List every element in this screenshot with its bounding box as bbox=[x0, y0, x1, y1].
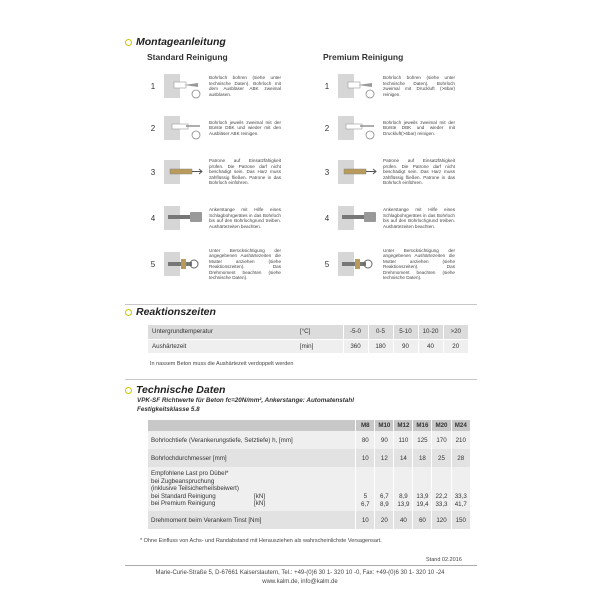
step-number: 2 bbox=[324, 123, 330, 133]
cell: 20 bbox=[443, 339, 468, 353]
reaktion-table bbox=[148, 325, 468, 354]
section-title-technisch bbox=[125, 384, 225, 396]
cell: 20 bbox=[375, 511, 394, 529]
premium-step-4 bbox=[322, 202, 455, 234]
step-text: Ankerstange mit Hilfe eines Schlagbohrgerätes in das Bohrloch bis auf den Bohrlochgrund treiben. Aushärtezeiten beachten. bbox=[383, 207, 455, 229]
cell: 22,2 bbox=[435, 493, 448, 500]
cell: 170 bbox=[432, 431, 451, 449]
row-label: Bohrlochtiefe (Verankerungstiefe, Setztiefe) h, [mm] bbox=[148, 431, 356, 449]
stand-date: Stand 02.2016 bbox=[426, 557, 462, 563]
technisch-title: Technische Daten bbox=[136, 384, 226, 396]
row-label: Untergrundtemperatur bbox=[148, 325, 296, 339]
cell: 10 bbox=[356, 449, 375, 467]
bullet-icon bbox=[125, 309, 132, 316]
cell: 40 bbox=[394, 511, 413, 529]
row-label: (inklusive Teilsicherheilsbeiwert) bbox=[151, 485, 239, 493]
step-number: 2 bbox=[150, 123, 156, 133]
premium-step-2 bbox=[322, 112, 455, 144]
step-number: 4 bbox=[324, 213, 330, 223]
technisch-subtitle: VPK-SF Richtwerte für Beton fc=20N/mm², Ankerstange: Automatenstahl Festigkeitsklasse 5.8 bbox=[137, 397, 354, 413]
unit-text: [kN] bbox=[254, 492, 266, 500]
step-number: 5 bbox=[150, 259, 156, 269]
standard-heading: Standard Reinigung bbox=[147, 52, 228, 62]
cell: 120 bbox=[432, 511, 451, 529]
cell: >20 bbox=[443, 325, 468, 339]
step-number: 3 bbox=[324, 167, 330, 177]
cell: 5-10 bbox=[393, 325, 418, 339]
standard-step-4 bbox=[148, 202, 281, 234]
cell: 18 bbox=[413, 449, 432, 467]
cell: 33,3 bbox=[454, 493, 467, 500]
reaktion-note: In nassem Beton muss die Aushärtezeit verdoppelt werden bbox=[150, 361, 294, 367]
cell: 0-5 bbox=[368, 325, 393, 339]
footer-address: Marie-Curie-Straße 5, D-67661 Kaiserslautern, Tel.: +49-(0)6 30 1- 320 10 -0, Fax: +49-(0)6 30 1- 320 10 -24 bbox=[155, 570, 445, 576]
cell: 60 bbox=[413, 511, 432, 529]
cell-pair bbox=[394, 467, 413, 511]
drill-air-icon bbox=[338, 72, 378, 100]
standard-step-5 bbox=[148, 248, 281, 280]
step-text: Ankerstange mit Hilfe eines Schlagbohrgerätes in das Bohrloch bis auf den Bohrlochgrund treiben. Aushärtezeiten beachten. bbox=[209, 207, 281, 229]
cell: 210 bbox=[451, 431, 470, 449]
cell-pair bbox=[451, 467, 470, 511]
cell: 40 bbox=[418, 339, 443, 353]
cell: -5-0 bbox=[343, 325, 368, 339]
cell: 14 bbox=[394, 449, 413, 467]
cell: 19,4 bbox=[416, 500, 429, 508]
size-header: M12 bbox=[394, 420, 413, 431]
cell: 13,9 bbox=[397, 500, 410, 508]
row-label: Bohrlochdurchmesser [mm] bbox=[148, 449, 356, 467]
cell: 90 bbox=[375, 431, 394, 449]
premium-step-5 bbox=[322, 248, 455, 280]
cell: 5 bbox=[363, 493, 368, 500]
label-text: bei Standard Reinigung bbox=[151, 492, 216, 500]
step-text: Bohrloch jeweils zweimal mit der Bürste DBK und wieder mit den Ausbläser ABK reinigen. bbox=[209, 119, 281, 136]
table-header-row bbox=[148, 420, 470, 431]
cell: 90 bbox=[393, 339, 418, 353]
cell: 10 bbox=[356, 511, 375, 529]
size-header: M20 bbox=[432, 420, 451, 431]
cell: 41,7 bbox=[454, 500, 467, 508]
cell-pair bbox=[375, 467, 394, 511]
section-title-montage bbox=[125, 36, 226, 48]
size-header: M24 bbox=[451, 420, 470, 431]
label-text: bei Premium Reinigung bbox=[151, 500, 216, 508]
step-text: Bohrloch bohren (siehe unter technische Daten). Bohrloch zweimal mit Druckluft (>6bar) reinigen. bbox=[383, 75, 455, 97]
cell: 110 bbox=[394, 431, 413, 449]
technisch-table bbox=[148, 420, 470, 529]
nut-tighten-icon bbox=[338, 250, 378, 278]
cell: 13,9 bbox=[416, 493, 429, 500]
cell: 125 bbox=[413, 431, 432, 449]
technisch-footnote: * Ohne Einfluss von Achs- und Randabstand mit Herausziehen als wahrscheinlichste Versagensart. bbox=[140, 538, 382, 544]
brush-icon bbox=[164, 114, 204, 142]
step-number: 1 bbox=[324, 81, 330, 91]
step-text: Unter Berücksichtigung der angegebenen Aushärtezeiten die Mutter anziehen (siehe Reaktionszeiten). Das Drehmoment beachten (siehe technische Daten). bbox=[209, 247, 281, 280]
reaktion-title: Reaktionszeiten bbox=[136, 306, 216, 318]
cell-pair bbox=[356, 467, 375, 511]
last-label-cell bbox=[148, 467, 356, 511]
cartridge-icon bbox=[338, 158, 378, 186]
step-number: 5 bbox=[324, 259, 330, 269]
footer-divider bbox=[125, 565, 477, 566]
header-spacer bbox=[148, 420, 356, 431]
premium-heading: Premium Reinigung bbox=[323, 52, 404, 62]
cell: 6,7 bbox=[380, 493, 389, 500]
row-unit: [°C] bbox=[296, 325, 343, 339]
row-label-standard bbox=[151, 493, 352, 501]
table-row bbox=[148, 325, 468, 339]
standard-step-3 bbox=[148, 156, 281, 188]
cell: 10-20 bbox=[418, 325, 443, 339]
montage-title: Montageanleitung bbox=[136, 36, 226, 48]
size-header: M8 bbox=[356, 420, 375, 431]
cell-pair bbox=[432, 467, 451, 511]
cell: 33,3 bbox=[435, 500, 448, 508]
size-header: M10 bbox=[375, 420, 394, 431]
standard-step-2 bbox=[148, 112, 281, 144]
cell: 8,9 bbox=[380, 500, 389, 508]
cell: 180 bbox=[368, 339, 393, 353]
footer-web: www.kalm.de, info@kalm.de bbox=[262, 579, 338, 585]
table-row bbox=[148, 467, 470, 511]
table-row bbox=[148, 449, 470, 467]
nut-tighten-icon bbox=[164, 250, 204, 278]
cell: 360 bbox=[343, 339, 368, 353]
cell: 150 bbox=[451, 511, 470, 529]
step-text: Unter Berücksichtigung der angegebenen Aushärtezeiten die Mutter anziehen (siehe Reaktionszeiten). Das Drehmoment beachten (siehe technische Daten). bbox=[383, 247, 455, 280]
cell: 28 bbox=[451, 449, 470, 467]
cell: 6,7 bbox=[361, 500, 370, 508]
anchor-rod-icon bbox=[164, 204, 204, 232]
cell-pair bbox=[413, 467, 432, 511]
cell: 80 bbox=[356, 431, 375, 449]
row-unit: [min] bbox=[296, 339, 343, 353]
anchor-rod-icon bbox=[338, 204, 378, 232]
cartridge-icon bbox=[164, 158, 204, 186]
row-label: Aushärtezeit bbox=[148, 339, 296, 353]
premium-step-1 bbox=[322, 70, 455, 102]
table-row bbox=[148, 431, 470, 449]
step-number: 4 bbox=[150, 213, 156, 223]
table-row bbox=[148, 511, 470, 529]
premium-step-3 bbox=[322, 156, 455, 188]
divider bbox=[125, 379, 477, 380]
row-label-premium bbox=[151, 500, 352, 508]
step-text: Bohrloch bohren (siehe unter technische Daten). Bohrloch mit dem Ausbläser ABK zweimal ausblasen. bbox=[209, 75, 281, 97]
brush-icon bbox=[338, 114, 378, 142]
row-label: Empfohlene Last pro Dübel* bbox=[151, 470, 229, 478]
drill-blow-icon bbox=[164, 72, 204, 100]
table-row bbox=[148, 339, 468, 353]
step-text: Patrone auf Einsatzfähigkeit prüfen. Die Patrone darf nicht beschädigt sein. Das Harz muss zähflüssig fließen. Patrone in das Bohrloch einführen. bbox=[209, 158, 281, 186]
bullet-icon bbox=[125, 387, 132, 394]
standard-step-1 bbox=[148, 70, 281, 102]
divider bbox=[125, 304, 477, 305]
section-title-reaktion bbox=[125, 306, 216, 318]
step-text: Patrone auf Einsatzfähigkeit prüfen. Die Patrone darf nicht beschädigt sein. Das Harz muss zähflüssig fließen. Patrone in das Bohrloch einführen. bbox=[383, 158, 455, 186]
size-header: M16 bbox=[413, 420, 432, 431]
cell: 8,9 bbox=[399, 493, 408, 500]
unit-text: [kN] bbox=[254, 500, 266, 508]
cell: 25 bbox=[432, 449, 451, 467]
row-label: bei Zugbeanspruchung bbox=[151, 477, 215, 485]
step-number: 1 bbox=[150, 81, 156, 91]
row-label: Drehmoment beim Verankern Tinst [Nm] bbox=[148, 511, 356, 529]
cell: 12 bbox=[375, 449, 394, 467]
step-text: Bohrloch jeweils zweimal mit der Bürste DBK und wieder mit Druckluft(>6bar) reinigen. bbox=[383, 119, 455, 136]
bullet-icon bbox=[125, 39, 132, 46]
step-number: 3 bbox=[150, 167, 156, 177]
